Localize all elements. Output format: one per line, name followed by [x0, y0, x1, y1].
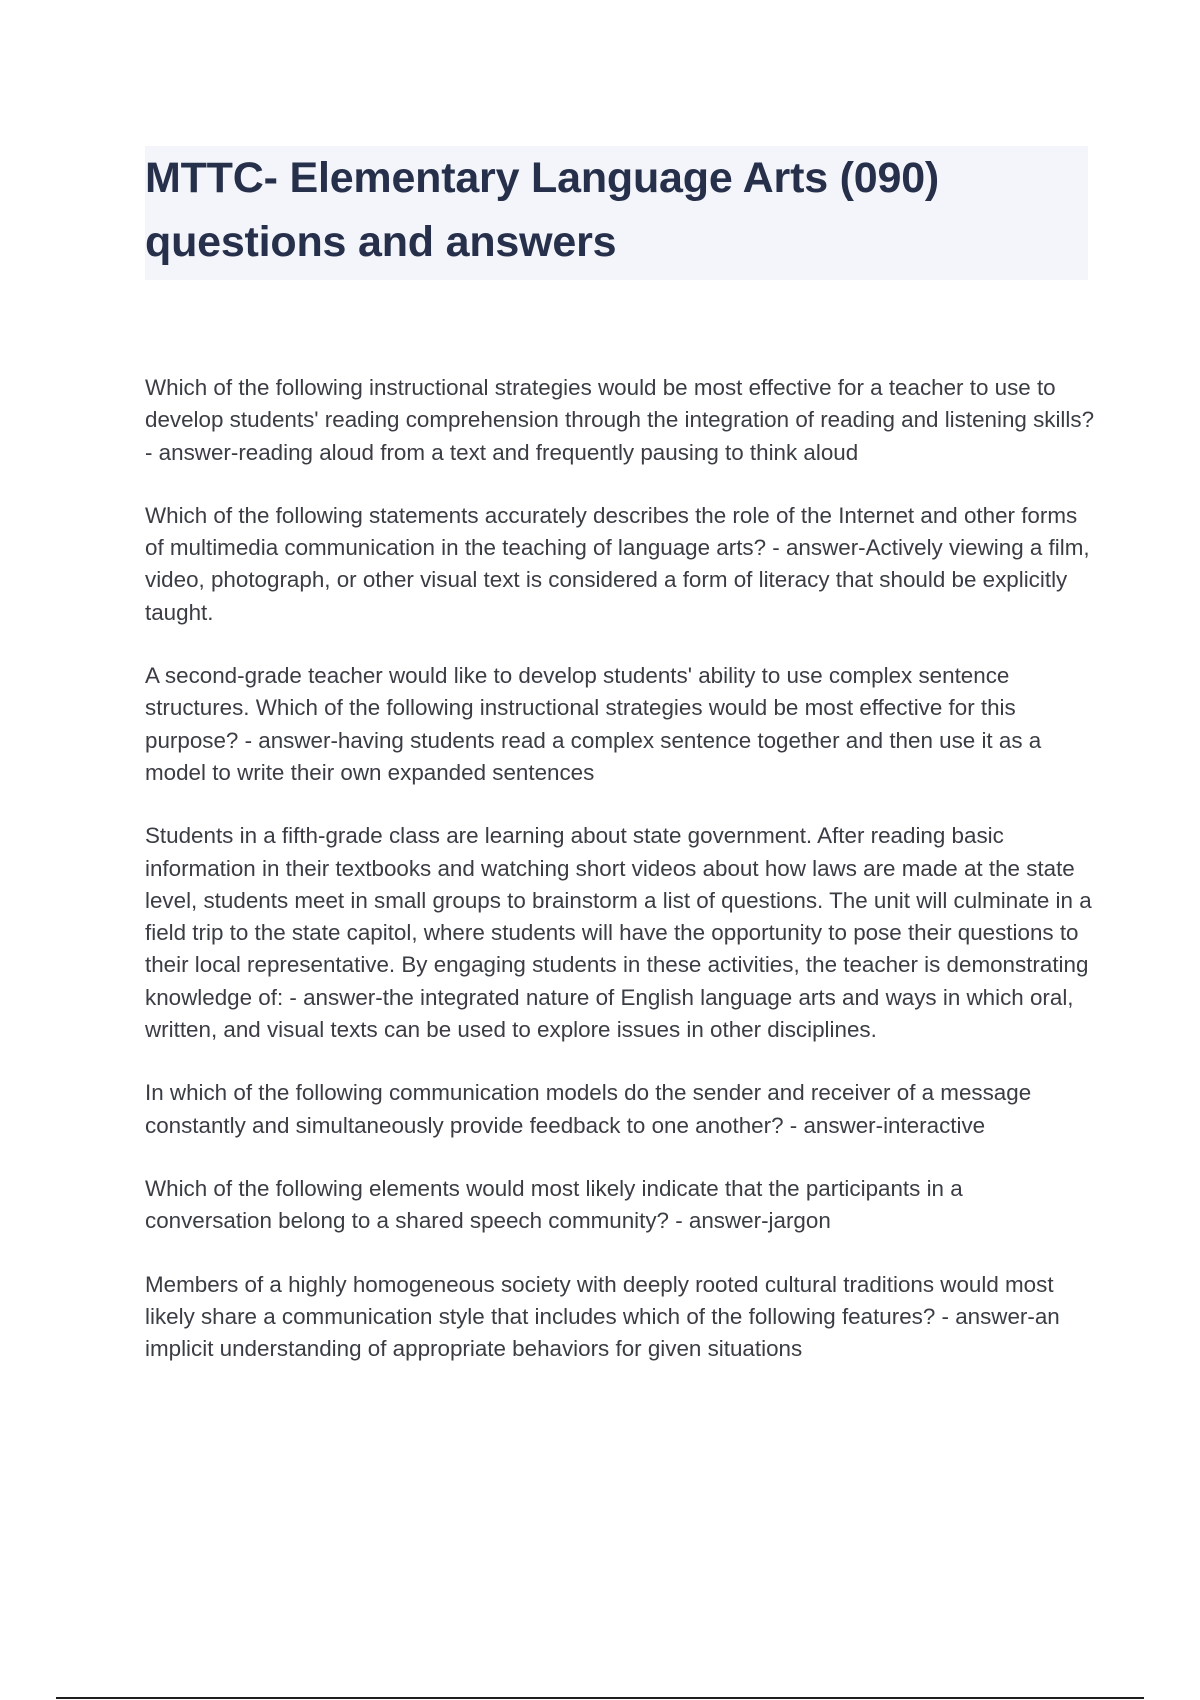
qa-entry: Students in a fifth-grade class are learning about state government. After reading basic information in their textbooks and watching short videos about how laws are made at the state level, students meet in small groups to brainstorm a list of questions. The unit will culminate in a field trip to the state capitol, where students will have the opportunity to pose their questions to their local representative. By engaging students in these activities, the teacher is demonstrating knowledge of: - answer-the integrated nature of English language arts and ways in which oral, written, and visual texts can be used to explore issues in other disciplines. [145, 823, 1092, 1043]
footer-divider [56, 1697, 1144, 1699]
qa-entry: Members of a highly homogeneous society with deeply rooted cultural traditions would most likely share a communication style that includes which of the following features? - answer-an implicit understanding of appropriate behaviors for given situations [145, 1271, 1060, 1362]
qa-list [145, 372, 1095, 1396]
qa-entry: A second-grade teacher would like to develop students' ability to use complex sentence structures. Which of the following instructional strategies would be most effective for this purpose? - answer-having students read a complex sentence together and then use it as a model to write their own expanded sentences [145, 663, 1042, 785]
qa-entry: Which of the following statements accurately describes the role of the Internet and other forms of multimedia communication in the teaching of language arts? - answer-Actively viewing a film, video, photograph, or other visual text is considered a form of literacy that should be explicitly taught. [145, 502, 1090, 625]
qa-entry: In which of the following communication models do the sender and receiver of a message constantly and simultaneously provide feedback to one another? - answer-interactive [145, 1080, 1032, 1138]
title-block [145, 146, 1088, 280]
document-title: MTTC- Elementary Language Arts (090) questions and answers [145, 154, 940, 266]
qa-entry: Which of the following instructional strategies would be most effective for a teacher to use to develop students' reading comprehension through the integration of reading and listening skills? - answer-reading aloud from a text and frequently pausing to think aloud [145, 375, 1095, 465]
qa-entry: Which of the following elements would most likely indicate that the participants in a conversation belong to a shared speech community? - answer-jargon [145, 1175, 963, 1234]
